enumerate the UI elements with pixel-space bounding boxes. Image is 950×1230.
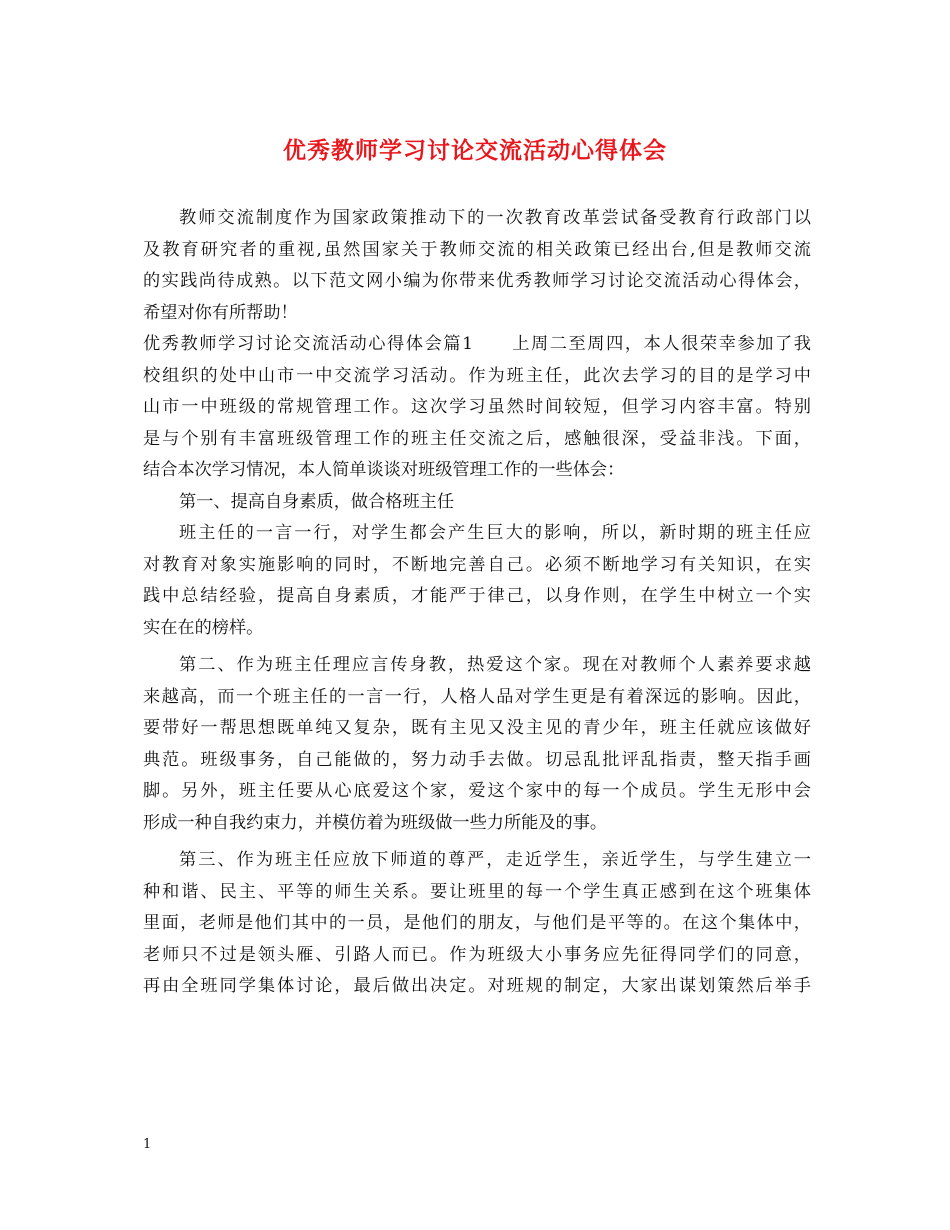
paragraph-line: 老师只不过是领头雁、引路人而已。作为班级大小事务应先征得同学们的同意， [143,944,811,965]
paragraph-line: 教师交流制度作为国家政策推动下的一次教育改革尝试备受教育行政部门以 [179,208,811,228]
paragraph-line: 实在在的榜样。 [143,617,264,638]
paragraph-line: 第二、作为班主任理应言传身教，热爱这个家。现在对教师个人素养要求越 [179,655,811,675]
paragraph-line: 践中总结经验，提高自身素质，才能严于律己，以身作则，在学生中树立一个实 [143,586,811,606]
paragraph-line: 典范。班级事务，自己能做的，努力动手去做。切忌乱批评乱指责，整天指手画 [143,749,811,770]
paragraph-line: 希望对你有所帮助！ [143,302,298,323]
paragraph-line: 来越高，而一个班主任的一言一行，人格人品对学生更是有着深远的影响。因此， [143,686,811,707]
paragraph-line: 是与个别有丰富班级管理工作的班主任交流之后，感触很深，受益非浅。下面， [143,428,811,449]
paragraph-line: 形成一种自我约束力，并模仿着为班级做一些力所能及的事。 [143,812,608,833]
paragraph-line: 脚。另外，班主任要从心底爱这个家，爱这个家中的每一个成员。学生无形中会 [143,781,811,801]
paragraph-line: 山市一中班级的常规管理工作。这次学习虽然时间较短，但学习内容丰富。特别 [143,397,811,417]
document-body [143,203,811,1003]
paragraph-line: 第三、作为班主任应放下师道的尊严，走近学生，亲近学生，与学生建立一 [179,850,811,870]
document-title: 优秀教师学习讨论交流活动心得体会 [283,138,667,164]
paragraph-line: 再由全班同学集体讨论，最后做出决定。对班规的制定，大家出谋划策然后举手 [143,976,811,996]
paragraph-line: 班主任的一言一行，对学生都会产生巨大的影响，所以，新时期的班主任应 [179,523,811,543]
paragraph-line: 种和谐、民主、平等的师生关系。要让班里的每一个学生真正感到在这个班集体 [143,881,811,902]
page-number: 1 [143,1137,152,1152]
paragraph-line: 的实践尚待成熟。以下范文网小编为你带来优秀教师学习讨论交流活动心得体会， [143,271,811,291]
paragraph-line: 结合本次学习情况，本人简单谈谈对班级管理工作的一些体会： [143,460,625,480]
paragraph-line: 里面，老师是他们其中的一员，是他们的朋友，与他们是平等的。在这个集体中， [143,913,811,933]
paragraph-line: 及教育研究者的重视,虽然国家关于教师交流的相关政策已经出台,但是教师交流 [143,239,811,260]
paragraph-line: 对教育对象实施影响的同时，不断地完善自己。必须不断地学习有关知识，在实 [143,554,811,575]
section-heading: 第一、提高自身素质，做合格班主任 [179,491,455,512]
paragraph-line: 要带好一帮思想既单纯又复杂，既有主见又没主见的青少年，班主任就应该做好 [143,718,811,738]
paragraph-line: 校组织的处中山市一中交流学习活动。作为班主任，此次去学习的目的是学习中 [143,365,811,386]
paragraph-line: 优秀教师学习讨论交流活动心得体会篇1 上周二至周四，本人很荣幸参加了我 [143,334,811,354]
